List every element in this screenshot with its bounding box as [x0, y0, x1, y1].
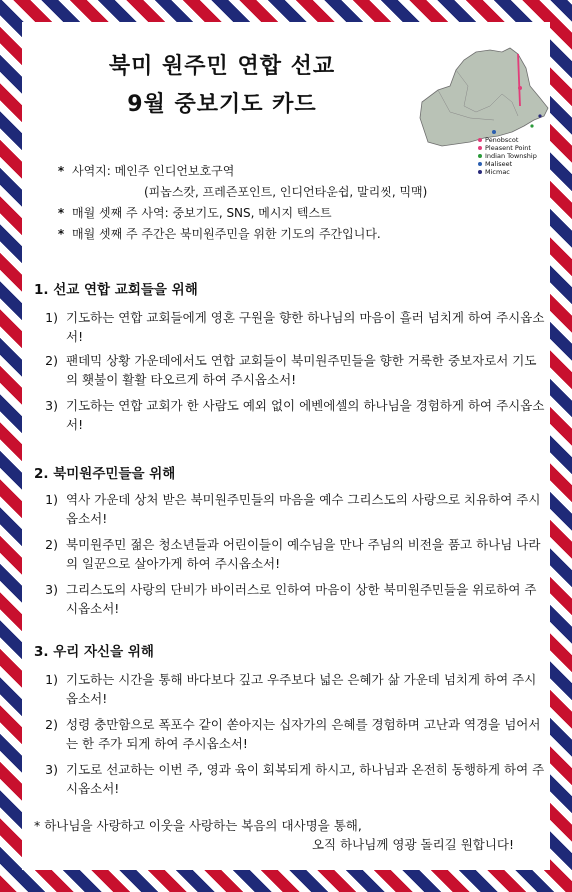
- monthly-ministry: 매월 셋째 주 사역: 중보기도, SNS, 메시지 텍스트: [72, 206, 332, 220]
- item-text: 기도하는 연합 교회들에게 영혼 구원을 향한 하나님의 마음이 흘러 넘치게 하여 주시옵소서!: [66, 310, 545, 344]
- item-number: 2): [45, 353, 58, 368]
- bullet-icon: *: [57, 206, 65, 220]
- item-number: 1): [45, 310, 58, 325]
- section-heading: 2. 북미원주민들을 위해: [34, 466, 176, 482]
- item-number: 3): [45, 398, 58, 413]
- closing-message: [34, 816, 538, 854]
- bullet-icon: *: [57, 227, 65, 241]
- prayer-card: [22, 22, 550, 870]
- legend-label: Maliseet: [485, 160, 513, 168]
- closing-line-1: * 하나님을 사랑하고 이웃을 사랑하는 복음의 대사명을 통해,: [34, 818, 362, 833]
- title-line-1: 북미 원주민 연합 선교: [108, 54, 336, 79]
- legend-swatch: [478, 138, 482, 142]
- item-number: 2): [45, 717, 58, 732]
- item-text: 기도하는 시간을 통해 바다보다 깊고 우주보다 넓은 은혜가 삶 가운데 넘치게 하여 주시옵소서!: [66, 672, 537, 706]
- prayer-item: [36, 760, 546, 798]
- item-number: 2): [45, 537, 58, 552]
- maine-map-image: [398, 46, 554, 150]
- legend-item: [478, 152, 537, 160]
- item-text: 기도로 선교하는 이번 주, 영과 육이 회복되게 하시고, 하나님과 온전히 동행하게 하여 주시옵소서!: [66, 762, 545, 796]
- legend-item: [478, 144, 537, 152]
- prayer-item: [36, 351, 546, 389]
- ministry-location-list: (피놉스캇, 프레즌포인트, 인디언타운쉽, 말리씻, 믹맥): [144, 185, 428, 199]
- item-text: 기도하는 연합 교회가 한 사람도 예외 없이 에벤에셀의 하나님을 경험하게 하여 주시옵소서!: [66, 398, 545, 432]
- item-text: 역사 가운데 상처 받은 북미원주민들의 마음을 예수 그리스도의 사랑으로 치유하여 주시옵소서!: [66, 492, 541, 526]
- legend-item: [478, 136, 537, 144]
- info-line: [50, 203, 427, 224]
- map-legend: [478, 136, 537, 176]
- legend-swatch: [478, 162, 482, 166]
- prayer-item: [36, 308, 546, 346]
- prayer-item: [36, 670, 546, 708]
- title-line-2: 9월 중보기도 카드: [127, 92, 317, 117]
- legend-label: Penobscot: [485, 136, 519, 144]
- ministry-info: [50, 161, 427, 245]
- item-text: 북미원주민 젊은 청소년들과 어린이들이 예수님을 만나 주님의 비전을 품고 하나님 나라의 일꾼으로 살아가게 하여 주시옵소서!: [66, 537, 541, 571]
- legend-swatch: [478, 170, 482, 174]
- legend-item: [478, 160, 537, 168]
- prayer-item: [36, 490, 546, 528]
- legend-item: [478, 168, 537, 176]
- prayer-week-note: 매월 셋째 주 주간은 북미원주민을 위한 기도의 주간입니다.: [72, 227, 381, 241]
- ministry-location: 사역지: 메인주 인디언보호구역: [72, 164, 235, 178]
- legend-swatch: [478, 146, 482, 150]
- prayer-item: [36, 715, 546, 753]
- info-line: [50, 161, 427, 182]
- item-text: 그리스도의 사랑의 단비가 바이러스로 인하여 마음이 상한 북미원주민들을 위로하여 주시옵소서!: [66, 582, 537, 616]
- item-number: 3): [45, 582, 58, 597]
- section-heading: 3. 우리 자신을 위해: [34, 644, 154, 660]
- item-text: 팬데믹 상황 가운데에서도 연합 교회들이 북미원주민들을 향한 거룩한 중보자로서 기도의 횃불이 활활 타오르게 하여 주시옵소서!: [66, 353, 537, 387]
- item-number: 1): [45, 492, 58, 507]
- section-heading: 1. 선교 연합 교회들을 위해: [34, 282, 198, 298]
- legend-label: Pleasent Point: [485, 144, 531, 152]
- prayer-item: [36, 580, 546, 618]
- prayer-item: [36, 535, 546, 573]
- legend-label: Indian Township: [485, 152, 537, 160]
- closing-line-2: 오직 하나님께 영광 돌리길 원합니다!: [311, 837, 514, 852]
- legend-label: Micmac: [485, 168, 510, 176]
- info-line: [50, 224, 427, 245]
- prayer-item: [36, 396, 546, 434]
- page-title: [82, 48, 362, 124]
- item-text: 성령 충만함으로 폭포수 같이 쏟아지는 십자가의 은혜를 경험하며 고난과 역경을 넘어서는 한 주가 되게 하여 주시옵소서!: [66, 717, 541, 751]
- legend-swatch: [478, 154, 482, 158]
- bullet-icon: *: [57, 164, 65, 178]
- item-number: 3): [45, 762, 58, 777]
- item-number: 1): [45, 672, 58, 687]
